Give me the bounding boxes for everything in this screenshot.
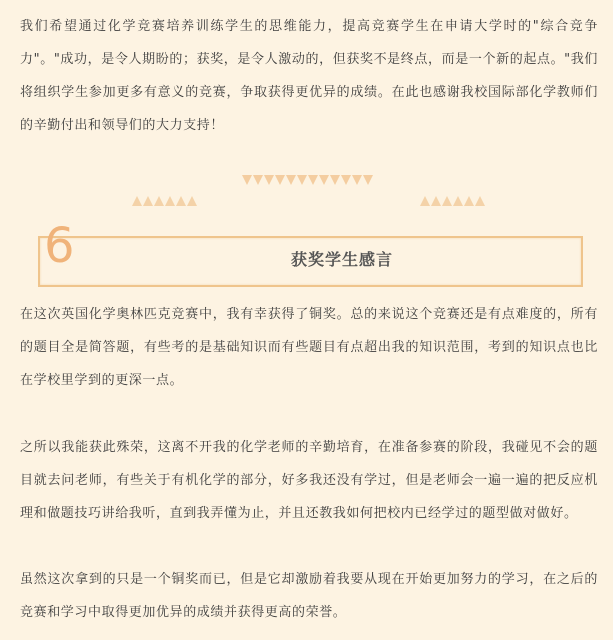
section-title: 获奖学生感言 (291, 250, 394, 269)
testimonial-paragraph-1: 在这次英国化学奥林匹克竞赛中，我有幸获得了铜奖。总的来说这个竞赛还是有点难度的，所有的题目全是简答题，有些考的是基础知识而有些题目有点超出我的知识范围，考到的知识点也比在学校里学到的更深一点。 (20, 307, 598, 388)
triangle-row-up-left-decoration (132, 196, 202, 208)
testimonial-paragraph-3: 虽然这次拿到的只是一个铜奖而已，但是它却激励着我要从现在开始更加努力的学习，在之后的竞赛和学习中取得更加优异的成绩并获得更高的荣誉。 (20, 572, 598, 620)
intro-paragraph: 我们希望通过化学竞赛培养训练学生的思维能力，提高竞赛学生在申请大学时的"综合竞争力"。"成功，是令人期盼的；获奖，是令人激动的，但获奖不是终点，而是一个新的起点。"我们将组织学生参加更多有意义的竞赛，争取获得更优异的成绩。在此也感谢我校国际部化学教师们的辛勤付出和领导们的大力支持！ (20, 19, 598, 133)
section-number: 6 (44, 218, 75, 274)
triangle-row-up-right-decoration (420, 196, 490, 208)
triangle-row-down-decoration (242, 175, 382, 187)
testimonial-paragraph-2: 之所以我能获此殊荣，这离不开我的化学老师的辛勤培育，在准备参赛的阶段，我碰见不会的题目就去问老师，有些关于有机化学的部分，好多我还没有学过，但是老师会一遍一遍的把反应机理和做题技巧讲给我听，直到我弄懂为止，并且还教我如何把校内已经学过的题型做对做好。 (20, 440, 598, 521)
